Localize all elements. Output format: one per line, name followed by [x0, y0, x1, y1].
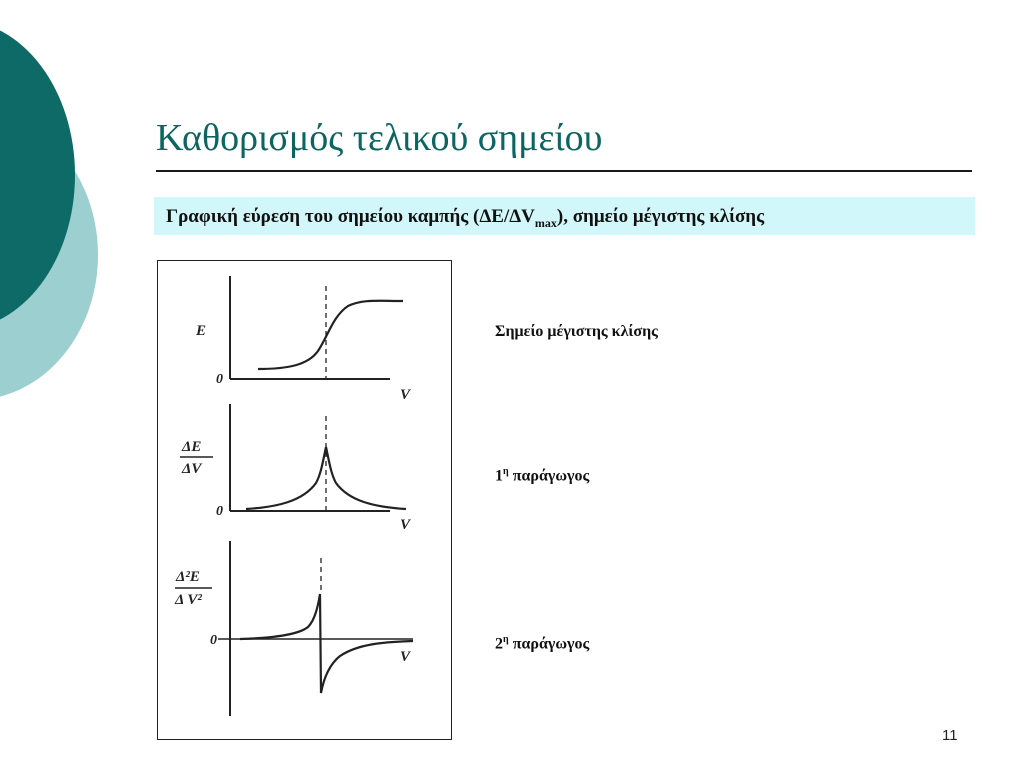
panel3-y-denominator: Δ V² [175, 592, 202, 608]
label-steepest-point [495, 323, 658, 341]
label-first-derivative-sup: η [503, 466, 509, 477]
panel3-origin-label: 0 [210, 633, 217, 648]
label-second-derivative-sup: η [503, 634, 509, 645]
subtitle [166, 206, 764, 231]
page-number: 11 [942, 727, 958, 744]
slide-title: Καθορισμός τελικού σημείου [156, 117, 603, 159]
title-divider [156, 170, 972, 172]
subtitle-suffix: ), σημείο μέγιστης κλίσης [556, 206, 765, 227]
label-first-derivative [495, 466, 589, 485]
panel1-x-label: V [400, 387, 411, 403]
panel1-origin-label: 0 [216, 372, 223, 387]
panel2-y-numerator: ΔE [182, 439, 202, 455]
subtitle-prefix: Γραφική εύρεση του σημείου καμπής (ΔΕ/ΔV [166, 206, 535, 227]
titration-curves-svg [158, 261, 451, 739]
label-second-derivative-text: παράγωγος [508, 635, 590, 653]
titration-curves-figure [157, 260, 452, 740]
label-second-derivative [495, 634, 589, 653]
label-steepest-point-text: Σημείο μέγιστης κλίσης [495, 323, 658, 340]
panel-second-derivative [174, 541, 413, 716]
label-first-derivative-number: 1 [495, 467, 503, 485]
panel2-y-denominator: ΔV [182, 461, 202, 477]
panel2-origin-label: 0 [216, 504, 223, 519]
panel3-y-numerator: Δ²E [176, 569, 200, 585]
panel-first-derivative [180, 404, 412, 533]
label-first-derivative-text: παράγωγος [508, 467, 590, 485]
panel1-y-label: E [196, 323, 207, 339]
panel2-x-label: V [400, 517, 411, 533]
panel-titration-curve [195, 276, 412, 403]
subtitle-subscript: max [534, 215, 557, 230]
subtitle-band [154, 197, 975, 235]
panel3-x-label: V [400, 649, 411, 665]
label-second-derivative-number: 2 [495, 635, 503, 653]
